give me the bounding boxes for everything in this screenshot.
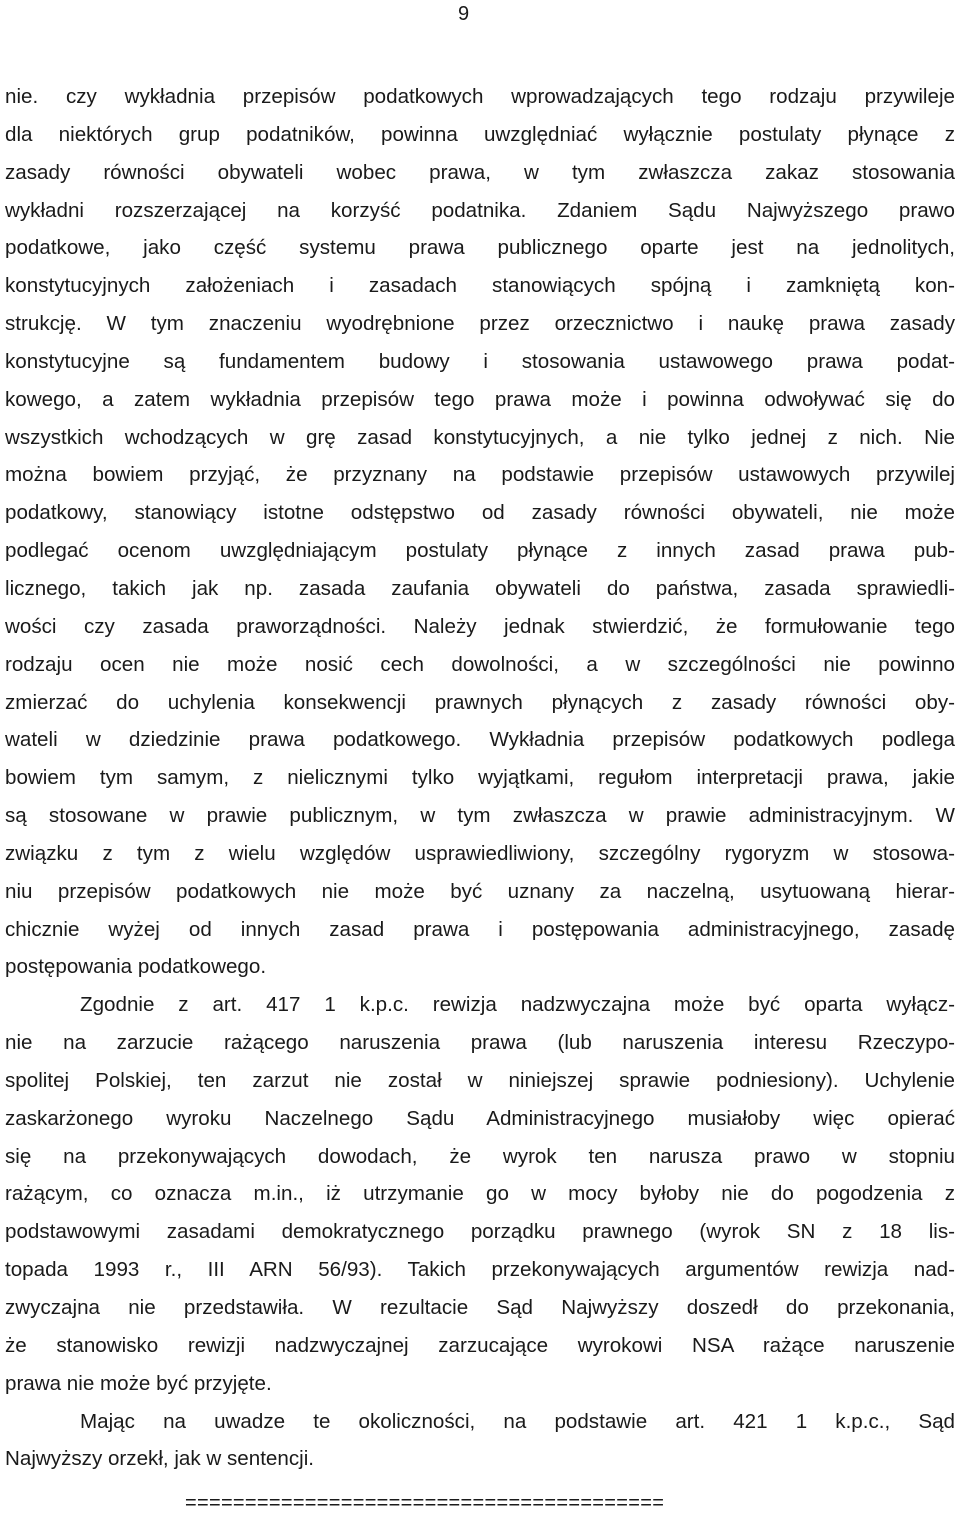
paragraph-line: że stanowisko rewizji nadzwyczajnej zarzucające wyrokowi NSA rażące naruszenie	[5, 1333, 955, 1357]
paragraph-line: można bowiem przyjąć, że przyznany na podstawie przepisów ustawowych przywilej	[5, 463, 955, 487]
paragraph-line: chicznie wyżej od innych zasad prawa i postępowania administracyjnego, zasadę	[5, 917, 955, 941]
paragraph-line: podatkowe, jako część systemu prawa publicznego oparte jest na jednolitych,	[5, 236, 955, 260]
paragraph-line: konstytucyjne są fundamentem budowy i stosowania ustawowego prawa podat-	[5, 349, 955, 373]
paragraph-line: dla niektórych grup podatników, powinna uwzględniać wyłącznie postulaty płynące z	[5, 122, 955, 146]
paragraph-line: spolitej Polskiej, ten zarzut nie został w niniejszej sprawie podniesiony). Uchylenie	[5, 1068, 955, 1092]
paragraph-line: Najwyższy orzekł, jak w sentencji.	[5, 1447, 314, 1471]
paragraph-line: zmierzać do uchylenia konsekwencji prawnych płynących z zasady równości oby-	[5, 690, 955, 714]
paragraph-line: bowiem tym samym, z nielicznymi tylko wyjątkami, regułom interpretacji prawa, jakie	[5, 766, 955, 790]
paragraph-line: rażącym, co oznacza m.in., iż utrzymanie go w mocy byłoby nie do pogodzenia z	[5, 1182, 955, 1206]
paragraph-line: są stosowane w prawie publicznym, w tym zwłaszcza w prawie administracyjnym. W	[5, 804, 955, 828]
paragraph-line: nie. czy wykładnia przepisów podatkowych wprowadzających tego rodzaju przywileje	[5, 85, 955, 108]
paragraph-line: Mając na uwadze te okoliczności, na podstawie art. 421 1 k.p.c., Sąd	[80, 1409, 955, 1433]
paragraph-line: związku z tym z wielu względów usprawiedliwiony, szczególny rygoryzm w stosowa-	[5, 841, 955, 865]
paragraph-line: wykładni rozszerzającej na korzyść podatnika. Zdaniem Sądu Najwyższego prawo	[5, 198, 955, 222]
paragraph-line: postępowania podatkowego.	[5, 955, 267, 979]
paragraph-3	[5, 1403, 955, 1479]
document-body	[5, 78, 955, 1478]
paragraph-line: strukcję. W tym znaczeniu wyodrębnione przez orzecznictwo i naukę prawa zasady	[5, 312, 955, 336]
paragraph-line: zasady równości obywateli wobec prawa, w tym zwłaszcza zakaz stosowania	[5, 160, 955, 184]
paragraph-1	[5, 78, 955, 986]
paragraph-line: rodzaju ocen nie może nosić cech dowolności, a w szczególności nie powinno	[5, 652, 955, 676]
paragraph-line: się na przekonywających dowodach, że wyrok ten narusza prawo w stopniu	[5, 1144, 955, 1168]
paragraph-line: zwyczajna nie przedstawiła. W rezultacie Sąd Najwyższy doszedł do przekonania,	[5, 1296, 955, 1319]
paragraph-line: wateli w dziedzinie prawa podatkowego. Wykładnia przepisów podatkowych podlega	[5, 728, 955, 752]
page-number: 9	[458, 3, 470, 25]
paragraph-line: wości czy zasada praworządności. Należy jednak stwierdzić, że formułowanie tego	[5, 614, 955, 638]
paragraph-line: kowego, a zatem wykładnia przepisów tego prawa może i powinna odwoływać się do	[5, 387, 955, 411]
paragraph-line: zaskarżonego wyroku Naczelnego Sądu Administracyjnego musiałoby więc opierać	[5, 1106, 955, 1130]
paragraph-line: nie na zarzucie rażącego naruszenia prawa (lub naruszenia interesu Rzeczypo-	[5, 1031, 955, 1055]
paragraph-line: podstawowymi zasadami demokratycznego porządku prawnego (wyrok SN z 18 lis-	[5, 1220, 955, 1244]
paragraph-line: podlegać ocenom uwzględniającym postulaty płynące z innych zasad prawa pub-	[5, 539, 955, 563]
paragraph-line: Zgodnie z art. 417 1 k.p.c. rewizja nadzwyczajna może być oparta wyłącz-	[80, 993, 955, 1017]
paragraph-line: prawa nie może być przyjęte.	[5, 1371, 272, 1395]
end-separator: ========================================	[185, 1492, 665, 1514]
paragraph-2	[5, 986, 955, 1402]
paragraph-line: podatkowy, stanowiący istotne odstępstwo od zasady równości obywateli, nie może	[5, 501, 955, 525]
paragraph-line: licznego, takich jak np. zasada zaufania obywateli do państwa, zasada sprawiedli-	[5, 576, 955, 600]
paragraph-line: niu przepisów podatkowych nie może być uznany za naczelną, usytuowaną hierar-	[5, 879, 955, 903]
paragraph-line: wszystkich wchodzących w grę zasad konstytucyjnych, a nie tylko jednej z nich. Nie	[5, 425, 955, 449]
paragraph-line: konstytucyjnych założeniach i zasadach stanowiących spójną i zamkniętą kon-	[5, 274, 955, 298]
paragraph-line: topada 1993 r., III ARN 56/93). Takich przekonywających argumentów rewizja nad-	[5, 1258, 955, 1282]
